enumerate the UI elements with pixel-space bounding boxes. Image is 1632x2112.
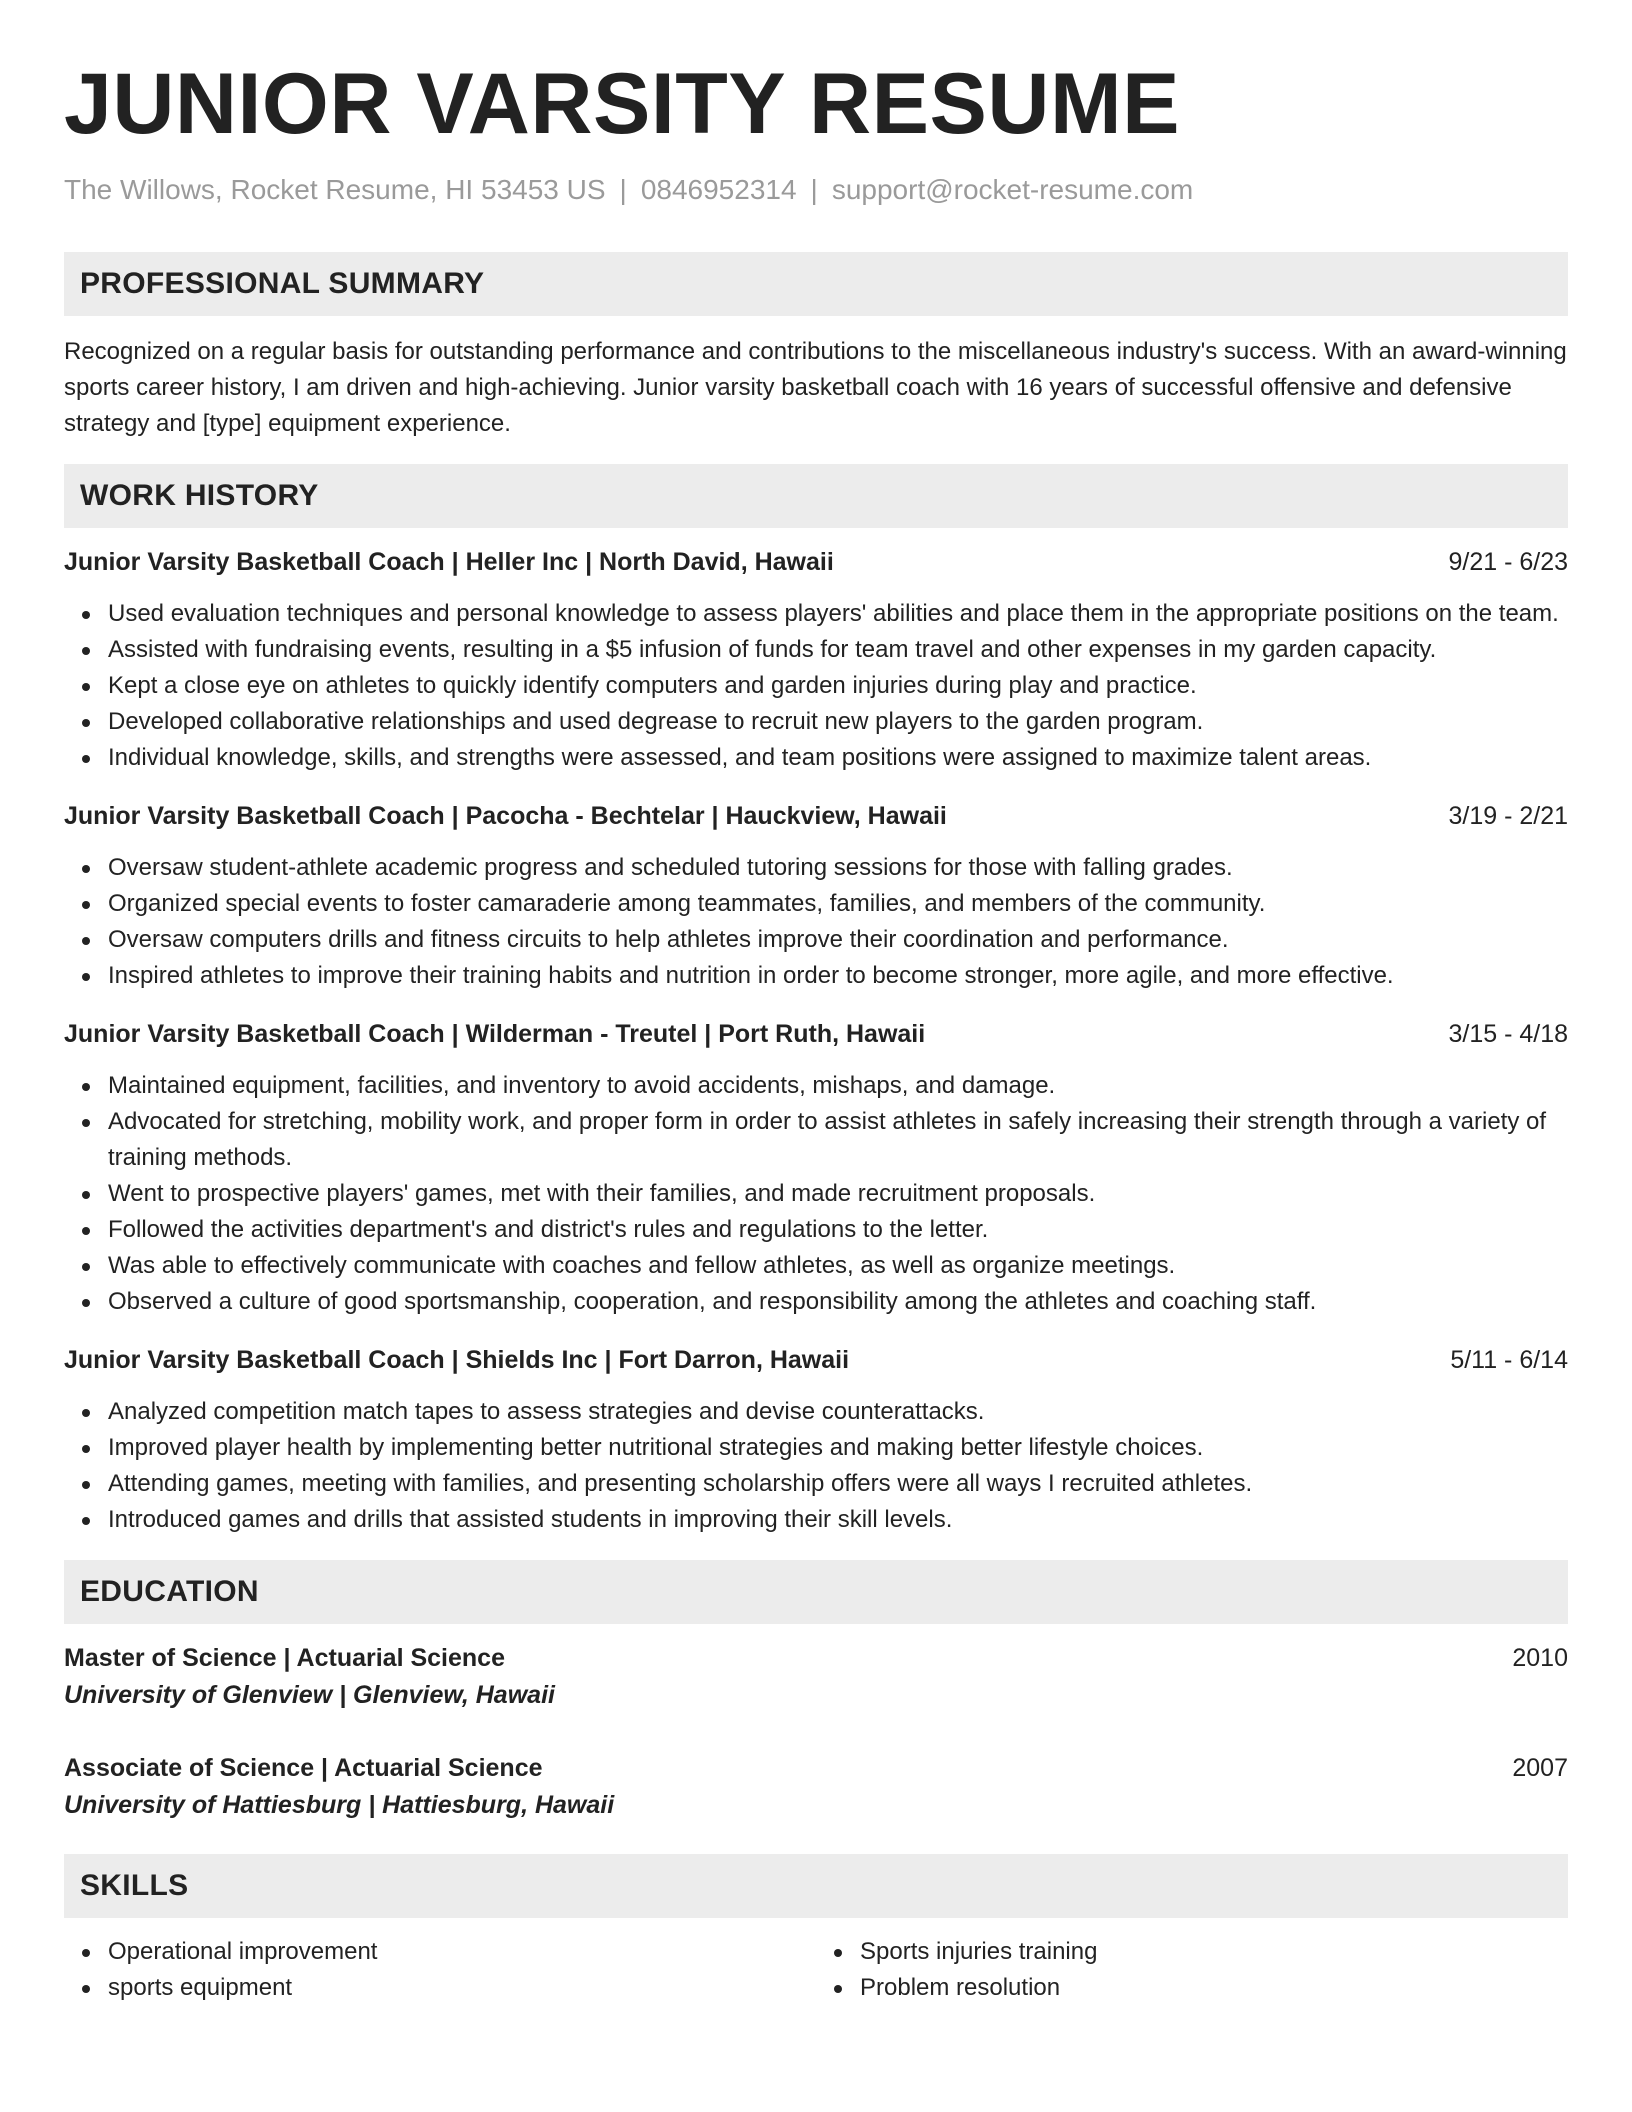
job-entry	[64, 1016, 1568, 1320]
job-header	[64, 1016, 1568, 1052]
job-header	[64, 1342, 1568, 1378]
job-bullet: Developed collaborative relationships and used degrease to recruit new players to the garden program.	[108, 704, 1568, 740]
skill-item: Problem resolution	[860, 1970, 1568, 2006]
job-bullet: Oversaw student-athlete academic progress and scheduled tutoring sessions for those with falling grades.	[108, 850, 1568, 886]
job-bullet: Followed the activities department's and district's rules and regulations to the letter.	[108, 1212, 1568, 1248]
skills-column-right	[816, 1934, 1568, 2006]
job-bullet: Analyzed competition match tapes to assess strategies and devise counterattacks.	[108, 1394, 1568, 1430]
resume-name: JUNIOR VARSITY RESUME	[64, 56, 1180, 152]
contact-phone: 0846952314	[640, 174, 797, 205]
job-bullet: Went to prospective players' games, met with their families, and made recruitment proposals.	[108, 1176, 1568, 1212]
job-bullets	[64, 1068, 1568, 1320]
education-school: University of Glenview | Glenview, Hawaii	[64, 1681, 555, 1709]
job-bullet: Introduced games and drills that assisted students in improving their skill levels.	[108, 1502, 1568, 1538]
skills-grid	[64, 1934, 1568, 2006]
job-header	[64, 544, 1568, 580]
contact-line	[64, 170, 1568, 210]
job-bullet: Was able to effectively communicate with coaches and fellow athletes, as well as organize meetings.	[108, 1248, 1568, 1284]
skills-column-left	[64, 1934, 816, 2006]
education-entry	[64, 1640, 1568, 1714]
education-school: University of Hattiesburg | Hattiesburg, Hawaii	[64, 1791, 615, 1819]
section-heading-work-history: WORK HISTORY	[64, 464, 1568, 528]
job-bullet: Organized special events to foster camaraderie among teammates, families, and members of the community.	[108, 886, 1568, 922]
education-degree: Associate of Science | Actuarial Science	[64, 1754, 543, 1782]
education-entry	[64, 1750, 1568, 1824]
job-dates: 3/15 - 4/18	[1448, 1020, 1568, 1048]
job-bullets	[64, 1394, 1568, 1538]
job-bullet: Kept a close eye on athletes to quickly identify computers and garden injuries during play and practice.	[108, 668, 1568, 704]
education-header	[64, 1750, 1568, 1786]
contact-separator: |	[619, 174, 627, 205]
job-dates: 3/19 - 2/21	[1448, 802, 1568, 830]
job-bullet: Inspired athletes to improve their training habits and nutrition in order to become stronger, more agile, and more effective.	[108, 958, 1568, 994]
job-dates: 9/21 - 6/23	[1448, 548, 1568, 576]
job-title: Junior Varsity Basketball Coach | Heller Inc | North David, Hawaii	[64, 548, 834, 576]
skill-item: Operational improvement	[108, 1934, 816, 1970]
job-bullet: Observed a culture of good sportsmanship, cooperation, and responsibility among the athletes and coaching staff.	[108, 1284, 1568, 1320]
job-header	[64, 798, 1568, 834]
section-heading-skills: SKILLS	[64, 1854, 1568, 1918]
job-bullets	[64, 596, 1568, 776]
job-entry	[64, 544, 1568, 776]
job-bullet: Maintained equipment, facilities, and inventory to avoid accidents, mishaps, and damage.	[108, 1068, 1568, 1104]
job-title: Junior Varsity Basketball Coach | Pacocha - Bechtelar | Hauckview, Hawaii	[64, 802, 947, 830]
section-heading-summary: PROFESSIONAL SUMMARY	[64, 252, 1568, 316]
education-year: 2007	[1512, 1754, 1568, 1782]
skill-item: Sports injuries training	[860, 1934, 1568, 1970]
job-title: Junior Varsity Basketball Coach | Shields Inc | Fort Darron, Hawaii	[64, 1346, 850, 1374]
job-bullet: Used evaluation techniques and personal knowledge to assess players' abilities and place them in the appropriate positions on the team.	[108, 596, 1568, 632]
summary-text: Recognized on a regular basis for outstanding performance and contributions to the miscellaneous industry's success. With an award-winning sports career history, I am driven and high-achieving. Junior varsity basketball coach with 16 years of successful offensive and defensive strategy and [type] equipment experience.	[64, 338, 1567, 437]
job-bullet: Oversaw computers drills and fitness circuits to help athletes improve their coordination and performance.	[108, 922, 1568, 958]
job-title: Junior Varsity Basketball Coach | Wilderman - Treutel | Port Ruth, Hawaii	[64, 1020, 926, 1048]
education-header	[64, 1640, 1568, 1676]
job-bullet: Improved player health by implementing better nutritional strategies and making better lifestyle choices.	[108, 1430, 1568, 1466]
job-entry	[64, 1342, 1568, 1538]
education-degree: Master of Science | Actuarial Science	[64, 1644, 505, 1672]
job-entry	[64, 798, 1568, 994]
skill-item: sports equipment	[108, 1970, 816, 2006]
job-bullet: Advocated for stretching, mobility work, and proper form in order to assist athletes in safely increasing their strength through a variety of training methods.	[108, 1104, 1568, 1176]
job-bullet: Attending games, meeting with families, and presenting scholarship offers were all ways I recruited athletes.	[108, 1466, 1568, 1502]
job-bullet: Individual knowledge, skills, and strengths were assessed, and team positions were assigned to maximize talent areas.	[108, 740, 1568, 776]
contact-separator: |	[810, 174, 818, 205]
job-bullets	[64, 850, 1568, 994]
job-dates: 5/11 - 6/14	[1450, 1346, 1568, 1374]
job-bullet: Assisted with fundraising events, resulting in a $5 infusion of funds for team travel and other expenses in my garden capacity.	[108, 632, 1568, 668]
contact-address: The Willows, Rocket Resume, HI 53453 US	[64, 174, 606, 205]
section-heading-education: EDUCATION	[64, 1560, 1568, 1624]
contact-email: support@rocket-resume.com	[831, 174, 1194, 205]
education-year: 2010	[1512, 1644, 1568, 1672]
